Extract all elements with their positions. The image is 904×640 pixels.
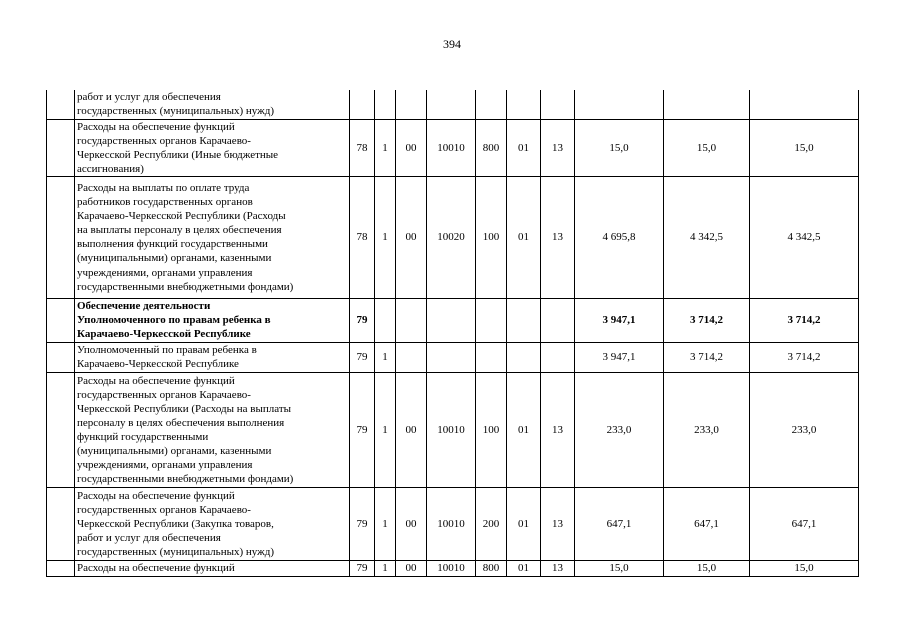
value-cell-1: 233,0 [575,372,664,487]
code-cell-4: 10010 [427,372,476,487]
code-cell-2: 1 [375,119,396,176]
code-cell-5 [476,342,507,372]
value-cell-1 [575,90,664,119]
code-cell-4: 10010 [427,560,476,576]
code-cell-5: 200 [476,487,507,560]
table-row [47,298,859,342]
row-name-cell: Расходы на обеспечение функций государственных органов Карачаево- Черкесской Республики (Закупка товаров, работ и услуг для обеспечения государственных (муниципальных) нужд) [75,487,350,560]
value-cell-3: 3 714,2 [750,298,859,342]
code-cell-7: 13 [541,372,575,487]
code-cell-6 [507,298,541,342]
value-cell-3: 15,0 [750,560,859,576]
value-cell-2 [664,90,750,119]
value-cell-1: 15,0 [575,119,664,176]
code-cell-7 [541,342,575,372]
table-body [47,90,859,576]
code-cell-4: 10020 [427,176,476,298]
row-name-cell: работ и услуг для обеспечения государственных (муниципальных) нужд) [75,90,350,119]
row-name-cell: Расходы на обеспечение функций государственных органов Карачаево- Черкесской Республики (Иные бюджетные ассигнования) [75,119,350,176]
code-cell-7: 13 [541,119,575,176]
table-row [47,119,859,176]
code-cell-1 [350,90,375,119]
value-cell-2: 233,0 [664,372,750,487]
code-cell-5 [476,90,507,119]
value-cell-2: 647,1 [664,487,750,560]
row-name-cell: Расходы на обеспечение функций [75,560,350,576]
code-cell-3: 00 [396,487,427,560]
table-row [47,560,859,576]
row-lead-cell [47,372,75,487]
code-cell-1: 79 [350,298,375,342]
code-cell-4 [427,342,476,372]
code-cell-2: 1 [375,487,396,560]
code-cell-2: 1 [375,560,396,576]
value-cell-2: 3 714,2 [664,342,750,372]
value-cell-1: 4 695,8 [575,176,664,298]
value-cell-2: 4 342,5 [664,176,750,298]
row-lead-cell [47,90,75,119]
code-cell-1: 79 [350,560,375,576]
row-lead-cell [47,298,75,342]
row-name-cell: Обеспечение деятельности Уполномоченного по правам ребенка в Карачаево-Черкесской Республике [75,298,350,342]
code-cell-3 [396,90,427,119]
code-cell-6: 01 [507,176,541,298]
row-lead-cell [47,119,75,176]
value-cell-1: 15,0 [575,560,664,576]
code-cell-5: 800 [476,560,507,576]
value-cell-3: 3 714,2 [750,342,859,372]
code-cell-3 [396,298,427,342]
code-cell-5 [476,298,507,342]
code-cell-7 [541,298,575,342]
code-cell-7 [541,90,575,119]
code-cell-7: 13 [541,560,575,576]
code-cell-5: 800 [476,119,507,176]
code-cell-1: 78 [350,119,375,176]
code-cell-4: 10010 [427,487,476,560]
code-cell-1: 79 [350,342,375,372]
code-cell-6: 01 [507,560,541,576]
code-cell-3 [396,342,427,372]
code-cell-3: 00 [396,119,427,176]
value-cell-1: 3 947,1 [575,342,664,372]
code-cell-5: 100 [476,372,507,487]
value-cell-2: 15,0 [664,560,750,576]
code-cell-2: 1 [375,176,396,298]
value-cell-1: 3 947,1 [575,298,664,342]
row-name-cell: Расходы на обеспечение функций государственных органов Карачаево- Черкесской Республики (Расходы на выплаты персоналу в целях обеспечения выполнения функций государственными (муниципальными) органами, казенными учреждениями, органами управления государственными внебюджетными фондами) [75,372,350,487]
code-cell-2: 1 [375,372,396,487]
table-row [47,176,859,298]
code-cell-7: 13 [541,487,575,560]
row-lead-cell [47,176,75,298]
row-lead-cell [47,342,75,372]
code-cell-2 [375,298,396,342]
code-cell-3: 00 [396,176,427,298]
page-number: 394 [443,37,461,51]
row-lead-cell [47,560,75,576]
value-cell-2: 3 714,2 [664,298,750,342]
code-cell-1: 78 [350,176,375,298]
code-cell-6 [507,90,541,119]
value-cell-3 [750,90,859,119]
code-cell-4 [427,90,476,119]
code-cell-3: 00 [396,560,427,576]
code-cell-4: 10010 [427,119,476,176]
code-cell-1: 79 [350,487,375,560]
value-cell-3: 15,0 [750,119,859,176]
row-name-cell: Уполномоченный по правам ребенка в Карачаево-Черкесской Республике [75,342,350,372]
value-cell-3: 233,0 [750,372,859,487]
row-lead-cell [47,487,75,560]
value-cell-3: 4 342,5 [750,176,859,298]
budget-table [46,90,859,577]
value-cell-2: 15,0 [664,119,750,176]
code-cell-4 [427,298,476,342]
table-row [47,372,859,487]
table-row [47,90,859,119]
table-row [47,487,859,560]
code-cell-6: 01 [507,372,541,487]
value-cell-3: 647,1 [750,487,859,560]
code-cell-5: 100 [476,176,507,298]
code-cell-1: 79 [350,372,375,487]
code-cell-3: 00 [396,372,427,487]
value-cell-1: 647,1 [575,487,664,560]
code-cell-6: 01 [507,487,541,560]
row-name-cell: Расходы на выплаты по оплате труда работников государственных органов Карачаево-Черкесской Республики (Расходы на выплаты персоналу в целях обеспечения выполнения функций государственными (муниципальными) органами, казенными учреждениями, органами управления государственными внебюджетными фондами) [75,176,350,298]
code-cell-2 [375,90,396,119]
code-cell-2: 1 [375,342,396,372]
code-cell-6: 01 [507,119,541,176]
table-row [47,342,859,372]
code-cell-7: 13 [541,176,575,298]
code-cell-6 [507,342,541,372]
